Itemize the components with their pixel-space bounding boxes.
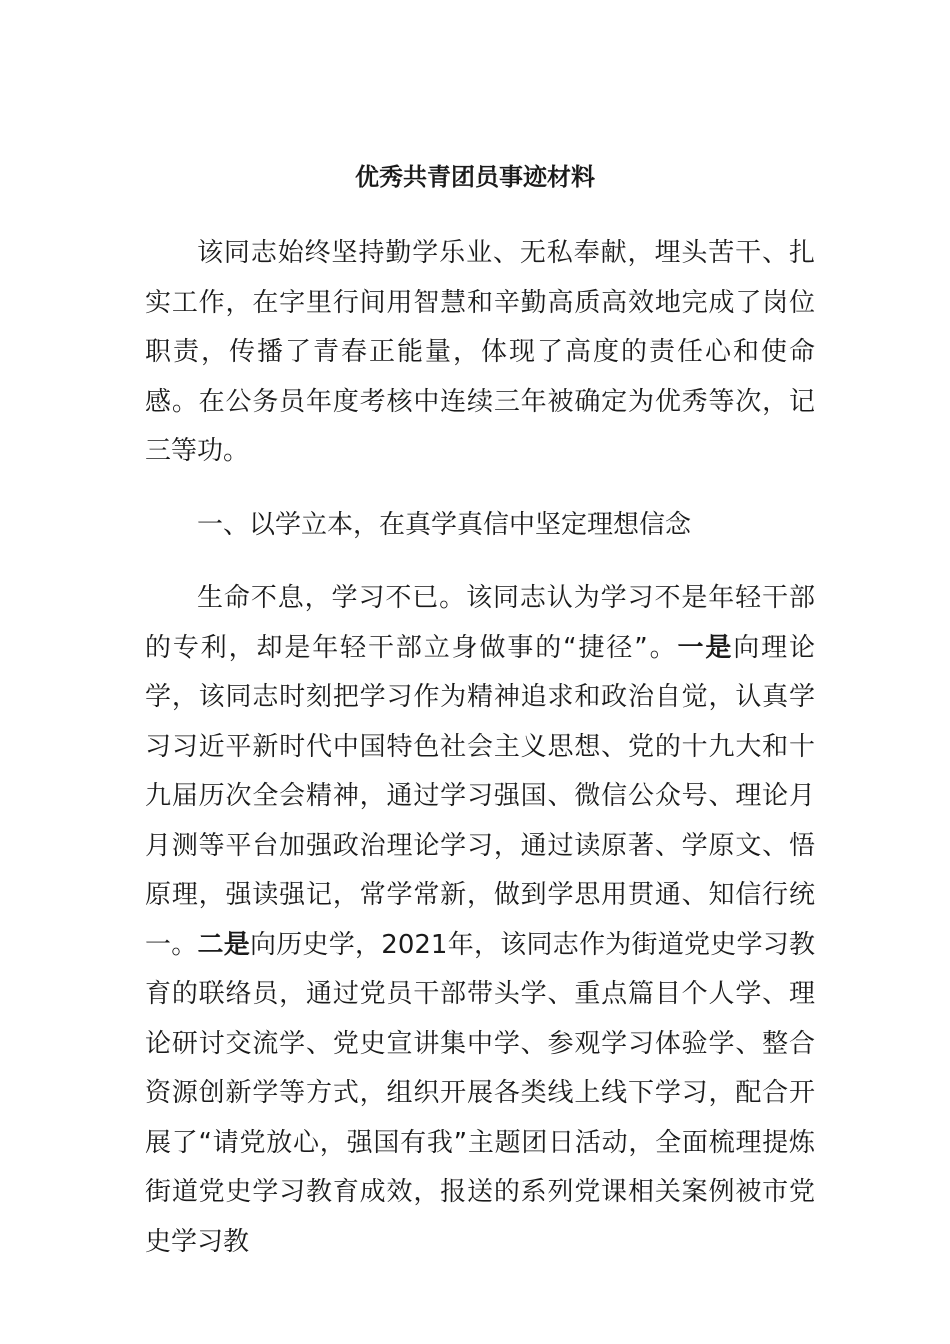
section-1-text-a: 生命不息，学习不已。该同志认为学习不是年轻干部的专利，却是年轻干部立身做事的“捷径”。 xyxy=(145,583,815,663)
section-1-paragraph xyxy=(145,574,815,1267)
section-1-text-b: 向理论学，该同志时刻把学习作为精神追求和政治自觉，认真学习习近平新时代中国特色社会主义思想、党的十九大和十九届历次全会精神，通过学习强国、微信公众号、理论月月测等平台加强政治理论学习，通过读原著、学原文、悟原理，强读强记，常学常新，做到学思用贯通、知信行统一。 xyxy=(145,632,815,960)
document-body xyxy=(145,229,815,1267)
section-1-heading: 一、以学立本，在真学真信中坚定理想信念 xyxy=(197,509,692,540)
intro-paragraph: 该同志始终坚持勤学乐业、无私奉献，埋头苦干、扎实工作，在字里行间用智慧和辛勤高质高效地完成了岗位职责，传播了青春正能量，体现了高度的责任心和使命感。在公务员年度考核中连续三年被确定为优秀等次，记三等功。 xyxy=(145,238,815,466)
section-1-bold-first: 一是 xyxy=(677,632,734,663)
section-1-bold-second: 二是 xyxy=(197,929,251,960)
section-1-text-c: 向历史学，2021年，该同志作为街道党史学习教育的联络员，通过党员干部带头学、重点篇目个人学、理论研讨交流学、党史宣讲集中学、参观学习体验学、整合资源创新学等方式，组织开展各类线上线下学习，配合开展了“请党放心，强国有我”主题团日活动，全面梳理提炼街道党史学习教育成效，报送的系列党课相关案例被市党史学习教 xyxy=(145,929,815,1257)
document-title: 优秀共青团员事迹材料 xyxy=(355,163,595,191)
